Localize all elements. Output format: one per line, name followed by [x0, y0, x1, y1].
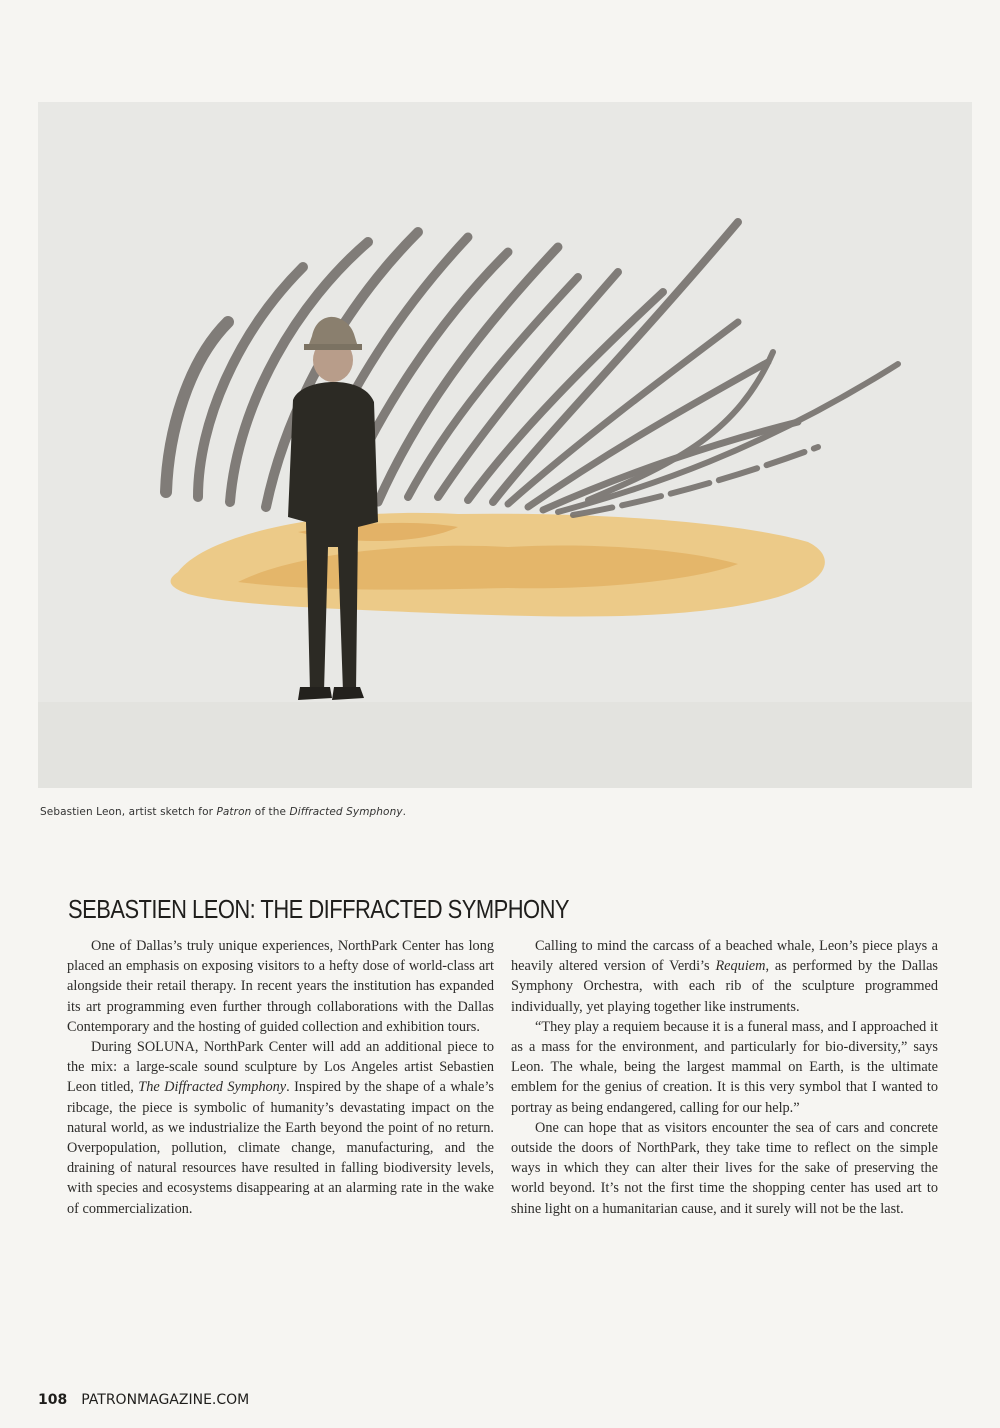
image-caption — [40, 806, 940, 818]
artist-sketch-image — [38, 102, 972, 788]
paragraph: One can hope that as visitors encounter the sea of cars and concrete outside the doors of NorthPark, they take time to reflect on the simple ways in which they can alter their lives for the sake of preserving the world beyond. It’s not the first time the shopping center has used art to shine light on a humanitarian cause, and it surely will not be the last. — [511, 1119, 938, 1217]
paragraph: “They play a requiem because it is a funeral mass, and I approached it as a mass for the environment, and particularly for bio-diversity,” says Leon. The whale, being the largest mammal on Earth, is the ultimate emblem for the genius of creation. It is this very symbol that I wanted to portray as being endangered, calling for our help.” — [511, 1018, 938, 1116]
caption-text-mid: of the — [251, 806, 290, 818]
page-number: 108 — [38, 1392, 68, 1408]
article-column-left — [67, 936, 494, 1219]
paragraph-text: , as performed by the Dallas Symphony Orchestra, with each rib of the sculpture programmed individually, yet playing together like instruments. — [511, 958, 938, 1015]
paragraph — [511, 936, 938, 1017]
article-headline: SEBASTIEN LEON: THE DIFFRACTED SYMPHONY — [68, 896, 570, 924]
caption-text: Sebastien Leon, artist sketch for — [40, 806, 217, 818]
paragraph: One of Dallas’s truly unique experiences, NorthPark Center has long placed an emphasis on exposing visitors to a hefty dose of world-class art alongside their retail therapy. In recent years the institution has expanded its art programming even further through collaborations with the Dallas Contemporary and the hosting of guided collection and exhibition tours. — [67, 938, 494, 1035]
sketch-illustration — [38, 102, 972, 788]
article-column-right — [511, 936, 938, 1219]
paragraph-text: During SOLUNA, NorthPark Center will add an additional piece to the mix: a large-scale sound sculpture by Los Angeles artist Sebastien Leon titled, — [67, 1039, 494, 1096]
caption-period: . — [402, 806, 407, 818]
site-url: PATRONMAGAZINE.COM — [81, 1392, 250, 1408]
requiem-title: Requiem — [715, 958, 766, 975]
paragraph-text: Calling to mind the carcass of a beached whale, Leon’s piece plays a heavily altered version of Verdi’s — [511, 938, 938, 975]
artwork-title: The Diffracted Symphony — [138, 1079, 287, 1096]
caption-italic-title: Diffracted Symphony — [289, 806, 403, 818]
paragraph-text: . Inspired by the shape of a whale’s ribcage, the piece is symbolic of humanity’s devastating impact on the natural world, as we industrialize the Earth beyond the point of no return. Overpopulation, pollution, climate change, manufacturing, and the draining of natural resources have resulted in falling biodiversity levels, with species and ecosystems disappearing at an alarming rate in the wake of commercialization. — [67, 1079, 495, 1217]
caption-italic-patron: Patron — [216, 806, 252, 818]
paragraph — [67, 1037, 494, 1219]
page-footer — [38, 1392, 249, 1408]
